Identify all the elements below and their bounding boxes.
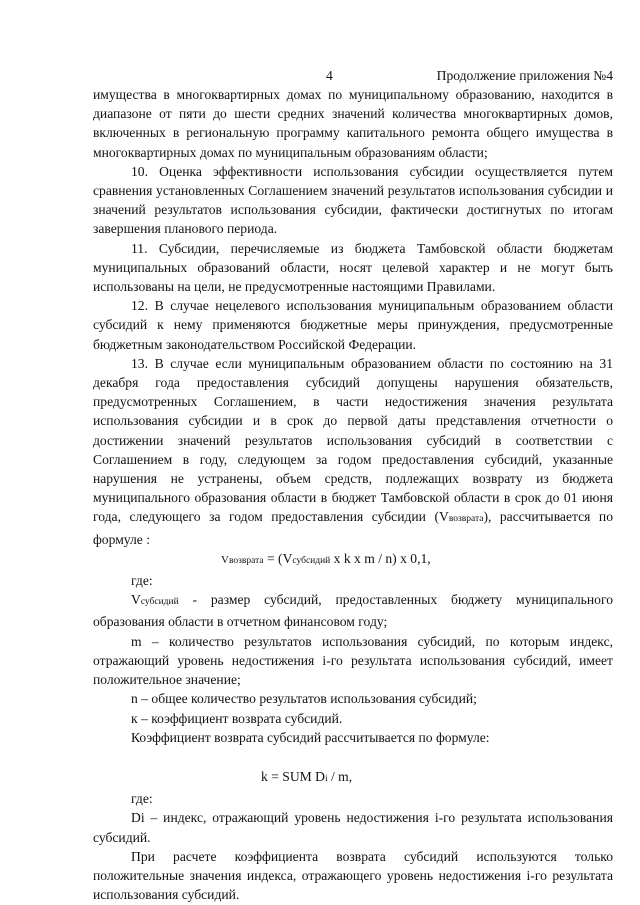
refund-formula [93,549,613,571]
document-page [93,66,613,904]
definition-di: Di – индекс, отражающий уровень недостижения i-го результата использования субсидий. [93,810,613,845]
paragraph-13 [93,354,613,549]
page-number: 4 [326,68,333,83]
where-label-2: где: [131,791,153,807]
formula-v-symbol: V [221,553,229,566]
coefficient-formula-start: k = SUM D [261,768,325,784]
coefficient-formula-end: / m, [327,768,353,784]
paragraph-13-subscript: возврата [448,514,484,525]
where-label-1: где: [131,573,153,589]
appendix-continuation-label: Продолжение приложения №4 [436,68,613,83]
definition-v-subscript: субсидий [140,597,179,608]
definition-n: n – общее количество результатов использования субсидий; [131,691,477,707]
formula-v-subscript: возврата [228,555,264,566]
definition-v-symbol: V [131,592,141,608]
definition-m: m – количество результатов использования субсидий, по которым индекс, отражающий уровень недостижения i-го результата использования субсидий, имеет положительное значение; [93,633,613,688]
definition-v-subsidy [93,590,613,631]
paragraph-13-text: 13. В случае если муниципальным образованием области по состоянию на 31 декабря года предоставления субсидий допущены нарушения обязательств, предусмотренных Соглашением, в части недостижения значения результата использования субсидии и в срок до первой даты представления отчетности о достижении значений результатов использования субсидий в соответствии с Соглашением в году, следующем за годом предоставления субсидий, указанные нарушения не устранены, объем средств, подлежащих возврату из бюджета муниципального образования области в бюджет Тамбовской области в срок до 01 июня года, следующего за годом предоставления субсидии (V [93,355,613,525]
paragraph-11: 11. Субсидии, перечисляемые из бюджета Тамбовской области бюджетам муниципальных образований области, носят целевой характер и не могут быть использованы на цели, не предусмотренные настоящими Правилами. [93,240,613,295]
definition-v-text: - размер субсидий, предоставленных бюджету муниципального образования области в отчетном финансовом году; [93,592,613,630]
paragraph-13-end: ), рассчитывается по формуле : [93,509,613,547]
formula-end: x k x m / n) x 0,1, [330,550,431,566]
formula-middle: = (V [263,550,293,566]
spacer [93,747,613,757]
page-header [93,66,613,85]
coefficient-intro: Коэффициент возврата субсидий рассчитывается по формуле: [131,729,490,745]
paragraph-continued: имущества в многоквартирных домах по муниципальному образованию, находится в диапазоне от пяти до шести средних значений количества многоквартирных домов, включенных в региональную программу капитального ремонта общего имущества в многоквартирных домах по муниципальным образованиям области; [93,87,613,160]
definition-k: к – коэффициент возврата субсидий. [131,710,343,726]
paragraph-10: 10. Оценка эффективности использования субсидии осуществляется путем сравнения установленных Соглашением значений результатов использования субсидии и значений результатов использования субсидии, фактически достигнутых по итогам завершения планового периода. [93,163,613,237]
paragraph-12: 12. В случае нецелевого использования муниципальным образованием области субсидий к нему применяются бюджетные меры принуждения, предусмотренные бюджетным законодательством Российской Федерации. [93,298,613,352]
final-paragraph: При расчете коэффициента возврата субсидий используются только положительные значения индекса, отражающего уровень недостижения i-го результата использования субсидий. [93,848,613,903]
formula-subsidy-subscript: субсидий [292,555,331,566]
coefficient-formula-subscript: i [324,773,328,784]
coefficient-formula [93,767,613,789]
